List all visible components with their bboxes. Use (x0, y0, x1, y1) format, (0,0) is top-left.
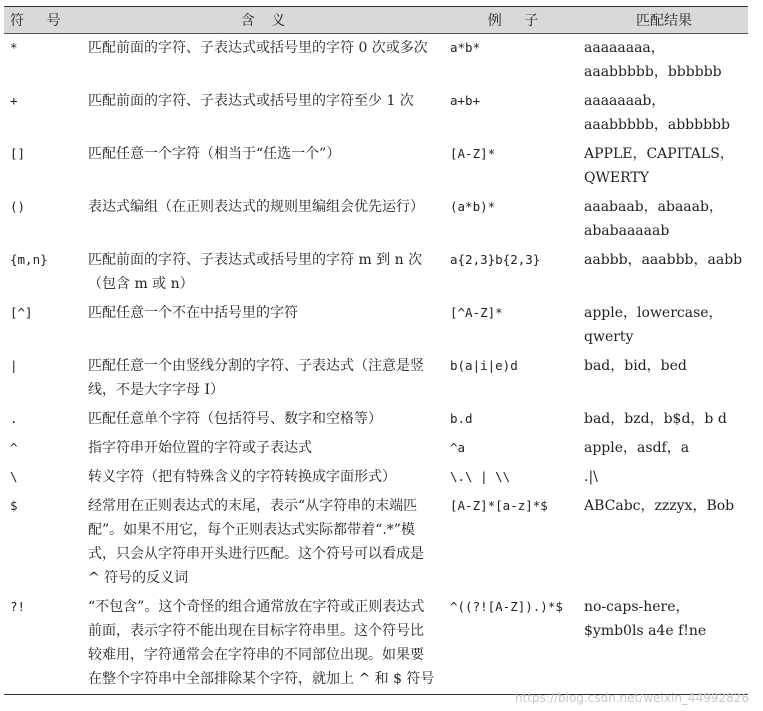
table-row (4, 463, 748, 492)
symbol-cell: | (10, 358, 18, 373)
watermark: https://blog.csdn.net/weixin_44992826 (514, 691, 749, 705)
result-cell: no-caps-here，$ymb0ls a4e f!ne (580, 593, 748, 695)
result-cell: aaaaaaaa，aaabbbbb，bbbbbb (584, 40, 722, 80)
regex-table-container (4, 6, 748, 695)
table-row (4, 492, 748, 593)
table-header-row (4, 7, 748, 34)
example-cell: b.d (450, 411, 473, 426)
table-row (4, 434, 748, 463)
symbol-cell: . (10, 411, 18, 426)
result-cell: ABCabc，zzzyx，Bob (584, 498, 735, 514)
result-cell: aaaaaaab，aaabbbbb，abbbbbb (584, 93, 730, 133)
meaning-cell: 经常用在正则表达式的末尾，表示“从字符串的末端匹配”。如果不用它，每个正则表达式实际都带着“.*”模式，只会从字符串开头进行匹配。这个符号可以看成是 ^ 符号的反义词 (88, 498, 424, 586)
header-meaning: 含 义 (80, 7, 446, 34)
header-result: 匹配结果 (580, 7, 748, 34)
table-row (4, 593, 748, 695)
meaning-cell: “不包含”。这个奇怪的组合通常放在字符或正则表达式前面，表示字符不能出现在目标字符串里。这个符号比较难用，字符通常会在字符串的不同部位出现。如果要在整个字符串中全部排除某个字符，就加上 ^ 和 $ 符号 (80, 593, 446, 695)
regex-symbol-table (4, 6, 748, 695)
symbol-cell: ^ (10, 440, 18, 455)
table-row (4, 193, 748, 246)
symbol-cell: () (10, 199, 26, 214)
table-row (4, 405, 748, 434)
table-row (4, 140, 748, 193)
example-cell: ^((?![A-Z]).)*$ (446, 593, 580, 695)
table-row (4, 34, 748, 88)
meaning-cell: 匹配任意单个字符（包括符号、数字和空格等） (88, 411, 382, 427)
meaning-cell: 匹配前面的字符、子表达式或括号里的字符至少 1 次 (88, 93, 414, 109)
header-example: 例 子 (446, 7, 580, 34)
table-row (4, 352, 748, 405)
result-cell: aaabaab，abaaab，ababaaaaab (584, 199, 723, 239)
result-cell: bad，bid，bed (584, 358, 687, 374)
result-cell: .|\ (584, 469, 598, 485)
symbol-cell: * (10, 40, 18, 55)
example-cell: a+b+ (450, 93, 481, 108)
result-cell: apple，asdf，a (584, 440, 690, 456)
header-symbol: 符 号 (4, 7, 80, 34)
example-cell: (a*b)* (450, 199, 496, 214)
table-row (4, 87, 748, 140)
result-cell: aabbb，aaabbb，aabb (584, 252, 743, 268)
table-body (4, 34, 748, 695)
example-cell: a*b* (450, 40, 481, 55)
example-cell: \.\ | \\ (450, 469, 511, 484)
symbol-cell: {m,n} (10, 252, 48, 267)
meaning-cell: 匹配前面的字符、子表达式或括号里的字符 0 次或多次 (88, 40, 428, 56)
result-cell: apple，lowercase，qwerty (584, 305, 723, 345)
symbol-cell: \ (10, 469, 18, 484)
symbol-cell: [] (10, 146, 26, 161)
table-row (4, 246, 748, 299)
example-cell: a{2,3}b{2,3} (450, 252, 541, 267)
meaning-cell: 匹配任意一个不在中括号里的字符 (88, 305, 298, 321)
result-cell: APPLE，CAPITALS，QWERTY (584, 146, 734, 186)
symbol-cell: [^] (10, 305, 33, 320)
meaning-cell: 指字符串开始位置的字符或子表达式 (88, 440, 312, 456)
meaning-cell: 匹配任意一个由竖线分割的字符、子表达式（注意是竖线，不是大字字母 I） (88, 358, 424, 398)
meaning-cell: 匹配前面的字符、子表达式或括号里的字符 m 到 n 次（包含 m 或 n） (88, 252, 423, 292)
result-cell: bad，bzd，b$d，b d (584, 411, 727, 427)
example-cell: b(a|i|e)d (450, 358, 518, 373)
meaning-cell: 表达式编组（在正则表达式的规则里编组会优先运行） (88, 199, 424, 215)
meaning-cell: 转义字符（把有特殊含义的字符转换成字面形式） (88, 469, 396, 485)
example-cell: [^A-Z]* (450, 305, 503, 320)
meaning-cell: 匹配任意一个字符（相当于“任选一个”） (88, 146, 341, 162)
symbol-cell: + (10, 93, 18, 108)
symbol-cell: $ (10, 498, 18, 513)
example-cell: ^a (450, 440, 466, 455)
table-row (4, 299, 748, 352)
example-cell: [A-Z]*[a-z]*$ (450, 498, 548, 513)
example-cell: [A-Z]* (450, 146, 496, 161)
symbol-cell: ?! (4, 593, 80, 695)
